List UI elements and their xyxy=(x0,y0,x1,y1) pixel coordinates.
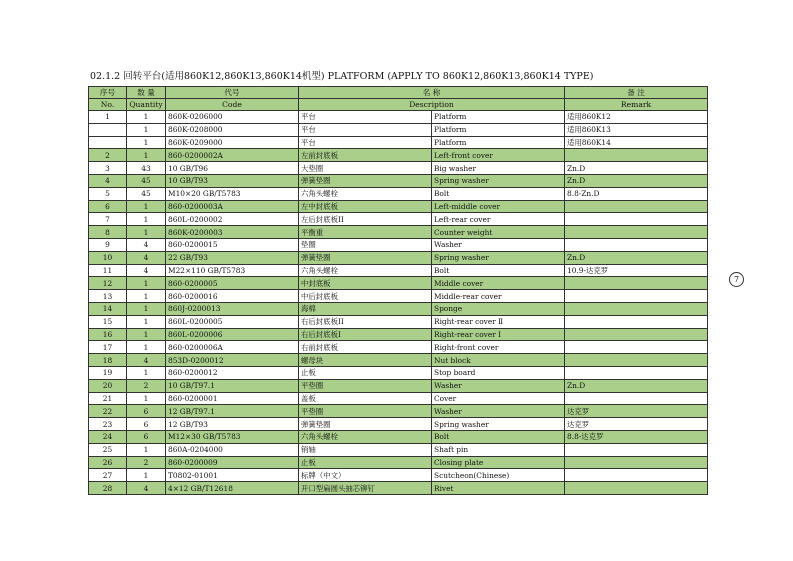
row-name-cn: 中后封底板 xyxy=(299,290,432,303)
table-row xyxy=(89,328,708,341)
row-quantity: 43 xyxy=(127,162,166,175)
row-remark xyxy=(565,149,708,162)
row-quantity: 1 xyxy=(127,149,166,162)
row-name-cn: 平垫圈 xyxy=(299,379,432,392)
row-name-en: Right-rear cover Ⅰ xyxy=(432,328,565,341)
row-number: 20 xyxy=(89,379,127,392)
row-quantity: 4 xyxy=(127,482,166,495)
row-code: 860L-0200002 xyxy=(166,213,299,226)
row-code: 860-0200002A xyxy=(166,149,299,162)
row-quantity: 45 xyxy=(127,174,166,187)
row-name-cn: 标牌（中文） xyxy=(299,469,432,482)
table-row xyxy=(89,456,708,469)
row-code: 860K-0206000 xyxy=(166,111,299,124)
row-name-cn: 右前封底板 xyxy=(299,341,432,354)
header-qty-cn: 数 量 xyxy=(127,87,166,99)
row-code: 860-0200012 xyxy=(166,366,299,379)
row-remark xyxy=(565,366,708,379)
row-remark xyxy=(565,290,708,303)
row-quantity: 1 xyxy=(127,469,166,482)
row-number: 23 xyxy=(89,418,127,431)
row-code: 860-0200016 xyxy=(166,290,299,303)
row-number: 8 xyxy=(89,226,127,239)
row-quantity: 4 xyxy=(127,354,166,367)
header-no-cn: 序号 xyxy=(89,87,127,99)
table-row xyxy=(89,213,708,226)
row-quantity: 1 xyxy=(127,366,166,379)
row-name-cn: 平台 xyxy=(299,111,432,124)
row-quantity: 1 xyxy=(127,136,166,149)
row-number: 9 xyxy=(89,238,127,251)
row-quantity: 6 xyxy=(127,418,166,431)
row-number xyxy=(89,136,127,149)
row-code: 860-0200003A xyxy=(166,200,299,213)
row-quantity: 1 xyxy=(127,123,166,136)
row-remark xyxy=(565,226,708,239)
row-name-en: Washer xyxy=(432,379,565,392)
row-name-en: Washer xyxy=(432,405,565,418)
row-code: T0802-01001 xyxy=(166,469,299,482)
row-number: 14 xyxy=(89,302,127,315)
row-code: M22×110 GB/T5783 xyxy=(166,264,299,277)
table-row xyxy=(89,430,708,443)
row-name-cn: 螺母块 xyxy=(299,354,432,367)
row-name-en: Bolt xyxy=(432,430,565,443)
row-remark: Zn.D xyxy=(565,251,708,264)
row-remark xyxy=(565,456,708,469)
row-number: 6 xyxy=(89,200,127,213)
row-name-cn: 弹簧垫圈 xyxy=(299,174,432,187)
row-quantity: 1 xyxy=(127,328,166,341)
row-name-cn: 平衡重 xyxy=(299,226,432,239)
table-row xyxy=(89,315,708,328)
row-name-cn: 垫圈 xyxy=(299,238,432,251)
row-remark xyxy=(565,238,708,251)
row-name-en: Counter weight xyxy=(432,226,565,239)
row-name-cn: 中封底板 xyxy=(299,277,432,290)
row-code: 860L-0200006 xyxy=(166,328,299,341)
row-name-en: Spring washer xyxy=(432,251,565,264)
row-name-en: Cover xyxy=(432,392,565,405)
row-remark xyxy=(565,302,708,315)
row-name-cn: 平台 xyxy=(299,136,432,149)
row-code: 860L-0200005 xyxy=(166,315,299,328)
row-code: 860A-0204000 xyxy=(166,443,299,456)
row-number: 18 xyxy=(89,354,127,367)
row-name-en: Sponge xyxy=(432,302,565,315)
row-quantity: 1 xyxy=(127,213,166,226)
table-row xyxy=(89,392,708,405)
row-quantity: 2 xyxy=(127,456,166,469)
row-name-en: Rivet xyxy=(432,482,565,495)
row-name-en: Bolt xyxy=(432,264,565,277)
row-number: 24 xyxy=(89,430,127,443)
row-name-cn: 止板 xyxy=(299,456,432,469)
row-number xyxy=(89,123,127,136)
row-quantity: 4 xyxy=(127,264,166,277)
document-title: 02.1.2 回转平台(适用860K12,860K13,860K14机型) PLATFORM (APPLY TO 860K12,860K13,860K14 TYPE) xyxy=(90,71,594,82)
header-code-en: Code xyxy=(166,99,299,111)
row-name-en: Spring washer xyxy=(432,174,565,187)
table-row xyxy=(89,418,708,431)
row-quantity: 4 xyxy=(127,251,166,264)
row-number: 13 xyxy=(89,290,127,303)
row-quantity: 6 xyxy=(127,405,166,418)
row-code: 860-0200005 xyxy=(166,277,299,290)
row-code: 10 GB/T96 xyxy=(166,162,299,175)
row-number: 10 xyxy=(89,251,127,264)
row-quantity: 1 xyxy=(127,341,166,354)
table-row xyxy=(89,469,708,482)
row-name-cn: 平台 xyxy=(299,123,432,136)
row-remark: 8.8-Zn.D xyxy=(565,187,708,200)
row-quantity: 2 xyxy=(127,379,166,392)
row-quantity: 1 xyxy=(127,277,166,290)
row-number: 1 xyxy=(89,111,127,124)
row-code: 853D-0200012 xyxy=(166,354,299,367)
row-remark xyxy=(565,443,708,456)
table-row xyxy=(89,366,708,379)
table-row xyxy=(89,302,708,315)
row-name-cn: 盖板 xyxy=(299,392,432,405)
table-row xyxy=(89,187,708,200)
row-code: 4×12 GB/T12618 xyxy=(166,482,299,495)
row-code: 12 GB/T93 xyxy=(166,418,299,431)
row-code: 860K-0209000 xyxy=(166,136,299,149)
row-remark: 达克罗 xyxy=(565,418,708,431)
row-remark xyxy=(565,354,708,367)
row-remark: 适用860K12 xyxy=(565,111,708,124)
table-row xyxy=(89,123,708,136)
row-name-cn: 右后封底板II xyxy=(299,315,432,328)
row-number: 5 xyxy=(89,187,127,200)
row-number: 7 xyxy=(89,213,127,226)
row-remark: 适用860K14 xyxy=(565,136,708,149)
row-number: 17 xyxy=(89,341,127,354)
table-row xyxy=(89,405,708,418)
row-remark xyxy=(565,341,708,354)
table-row xyxy=(89,162,708,175)
table-row xyxy=(89,379,708,392)
row-code: 860-0200009 xyxy=(166,456,299,469)
row-remark xyxy=(565,315,708,328)
row-code: 860K-0200003 xyxy=(166,226,299,239)
header-remark-cn: 备 注 xyxy=(565,87,708,99)
header-no-en: No. xyxy=(89,99,127,111)
row-code: M10×20 GB/T5783 xyxy=(166,187,299,200)
row-quantity: 1 xyxy=(127,290,166,303)
row-remark: Zn.D xyxy=(565,174,708,187)
row-remark: 达克罗 xyxy=(565,405,708,418)
row-name-en: Nut block xyxy=(432,354,565,367)
row-name-en: Bolt xyxy=(432,187,565,200)
table-row xyxy=(89,482,708,495)
row-name-cn: 大垫圈 xyxy=(299,162,432,175)
row-name-cn: 销轴 xyxy=(299,443,432,456)
row-name-cn: 弹簧垫圈 xyxy=(299,251,432,264)
table-row xyxy=(89,174,708,187)
row-number: 2 xyxy=(89,149,127,162)
row-number: 26 xyxy=(89,456,127,469)
row-name-en: Middle-rear cover xyxy=(432,290,565,303)
row-number: 28 xyxy=(89,482,127,495)
table-row xyxy=(89,277,708,290)
row-name-cn: 六角头螺栓 xyxy=(299,264,432,277)
row-number: 4 xyxy=(89,174,127,187)
row-name-cn: 弹簧垫圈 xyxy=(299,418,432,431)
row-remark xyxy=(565,392,708,405)
row-quantity: 1 xyxy=(127,226,166,239)
row-quantity: 1 xyxy=(127,111,166,124)
row-name-en: Platform xyxy=(432,123,565,136)
row-name-cn: 左前封底板 xyxy=(299,149,432,162)
row-name-cn: 六角头螺栓 xyxy=(299,430,432,443)
row-remark: Zn.D xyxy=(565,379,708,392)
row-name-en: Stop board xyxy=(432,366,565,379)
row-quantity: 1 xyxy=(127,443,166,456)
table-row xyxy=(89,238,708,251)
row-name-en: Right-front cover xyxy=(432,341,565,354)
row-name-en: Left-front cover xyxy=(432,149,565,162)
table-row xyxy=(89,264,708,277)
header-desc-en: Description xyxy=(299,99,565,111)
row-name-en: Left-rear cover xyxy=(432,213,565,226)
row-remark xyxy=(565,213,708,226)
row-name-en: Middle cover xyxy=(432,277,565,290)
row-quantity: 4 xyxy=(127,238,166,251)
row-number: 15 xyxy=(89,315,127,328)
row-number: 3 xyxy=(89,162,127,175)
row-name-en: Scutcheon(Chinese) xyxy=(432,469,565,482)
row-name-cn: 左中封底板 xyxy=(299,200,432,213)
row-name-cn: 止板 xyxy=(299,366,432,379)
row-name-en: Left-middle cover xyxy=(432,200,565,213)
row-name-cn: 六角头螺栓 xyxy=(299,187,432,200)
row-name-en: Shaft pin xyxy=(432,443,565,456)
row-remark xyxy=(565,482,708,495)
row-number: 11 xyxy=(89,264,127,277)
page-number: 7 xyxy=(729,272,744,287)
row-code: 22 GB/T93 xyxy=(166,251,299,264)
row-name-cn: 左后封底板II xyxy=(299,213,432,226)
row-number: 16 xyxy=(89,328,127,341)
table-row xyxy=(89,354,708,367)
row-code: 860-0200015 xyxy=(166,238,299,251)
table-row xyxy=(89,136,708,149)
row-number: 25 xyxy=(89,443,127,456)
row-name-en: Spring washer xyxy=(432,418,565,431)
row-name-en: Big washer xyxy=(432,162,565,175)
header-code-cn: 代号 xyxy=(166,87,299,99)
parts-table xyxy=(88,86,708,495)
row-remark: 10.9-达克罗 xyxy=(565,264,708,277)
table-row xyxy=(89,200,708,213)
row-code: 860K-0208000 xyxy=(166,123,299,136)
table-row xyxy=(89,111,708,124)
row-quantity: 6 xyxy=(127,430,166,443)
row-number: 27 xyxy=(89,469,127,482)
row-name-cn: 开口型扁圆头抽芯铆钉 xyxy=(299,482,432,495)
row-number: 22 xyxy=(89,405,127,418)
row-remark xyxy=(565,277,708,290)
row-quantity: 1 xyxy=(127,200,166,213)
header-qty-en: Quantity xyxy=(127,99,166,111)
row-remark xyxy=(565,469,708,482)
row-code: 860J-0200013 xyxy=(166,302,299,315)
table-row xyxy=(89,251,708,264)
row-quantity: 1 xyxy=(127,302,166,315)
table-row xyxy=(89,443,708,456)
table-row xyxy=(89,226,708,239)
row-remark: Zn.D xyxy=(565,162,708,175)
row-quantity: 45 xyxy=(127,187,166,200)
header-remark-en: Remark xyxy=(565,99,708,111)
row-code: 10 GB/T93 xyxy=(166,174,299,187)
table-row xyxy=(89,341,708,354)
table-row xyxy=(89,149,708,162)
row-name-cn: 右后封底板I xyxy=(299,328,432,341)
row-code: 860-0200001 xyxy=(166,392,299,405)
row-number: 21 xyxy=(89,392,127,405)
row-code: 10 GB/T97.1 xyxy=(166,379,299,392)
row-code: M12×30 GB/T5783 xyxy=(166,430,299,443)
row-name-en: Platform xyxy=(432,136,565,149)
row-quantity: 1 xyxy=(127,392,166,405)
row-remark xyxy=(565,200,708,213)
row-number: 19 xyxy=(89,366,127,379)
header-desc-cn: 名 称 xyxy=(299,87,565,99)
row-code: 12 GB/T97.1 xyxy=(166,405,299,418)
row-remark: 适用860K13 xyxy=(565,123,708,136)
row-code: 860-0200006A xyxy=(166,341,299,354)
row-remark xyxy=(565,328,708,341)
row-name-en: Right-rear cover Ⅱ xyxy=(432,315,565,328)
row-name-cn: 海棉 xyxy=(299,302,432,315)
row-name-cn: 平垫圈 xyxy=(299,405,432,418)
row-name-en: Platform xyxy=(432,111,565,124)
row-name-en: Closing plate xyxy=(432,456,565,469)
row-quantity: 1 xyxy=(127,315,166,328)
row-name-en: Washer xyxy=(432,238,565,251)
table-row xyxy=(89,290,708,303)
row-number: 12 xyxy=(89,277,127,290)
row-remark: 8.8-达克罗 xyxy=(565,430,708,443)
